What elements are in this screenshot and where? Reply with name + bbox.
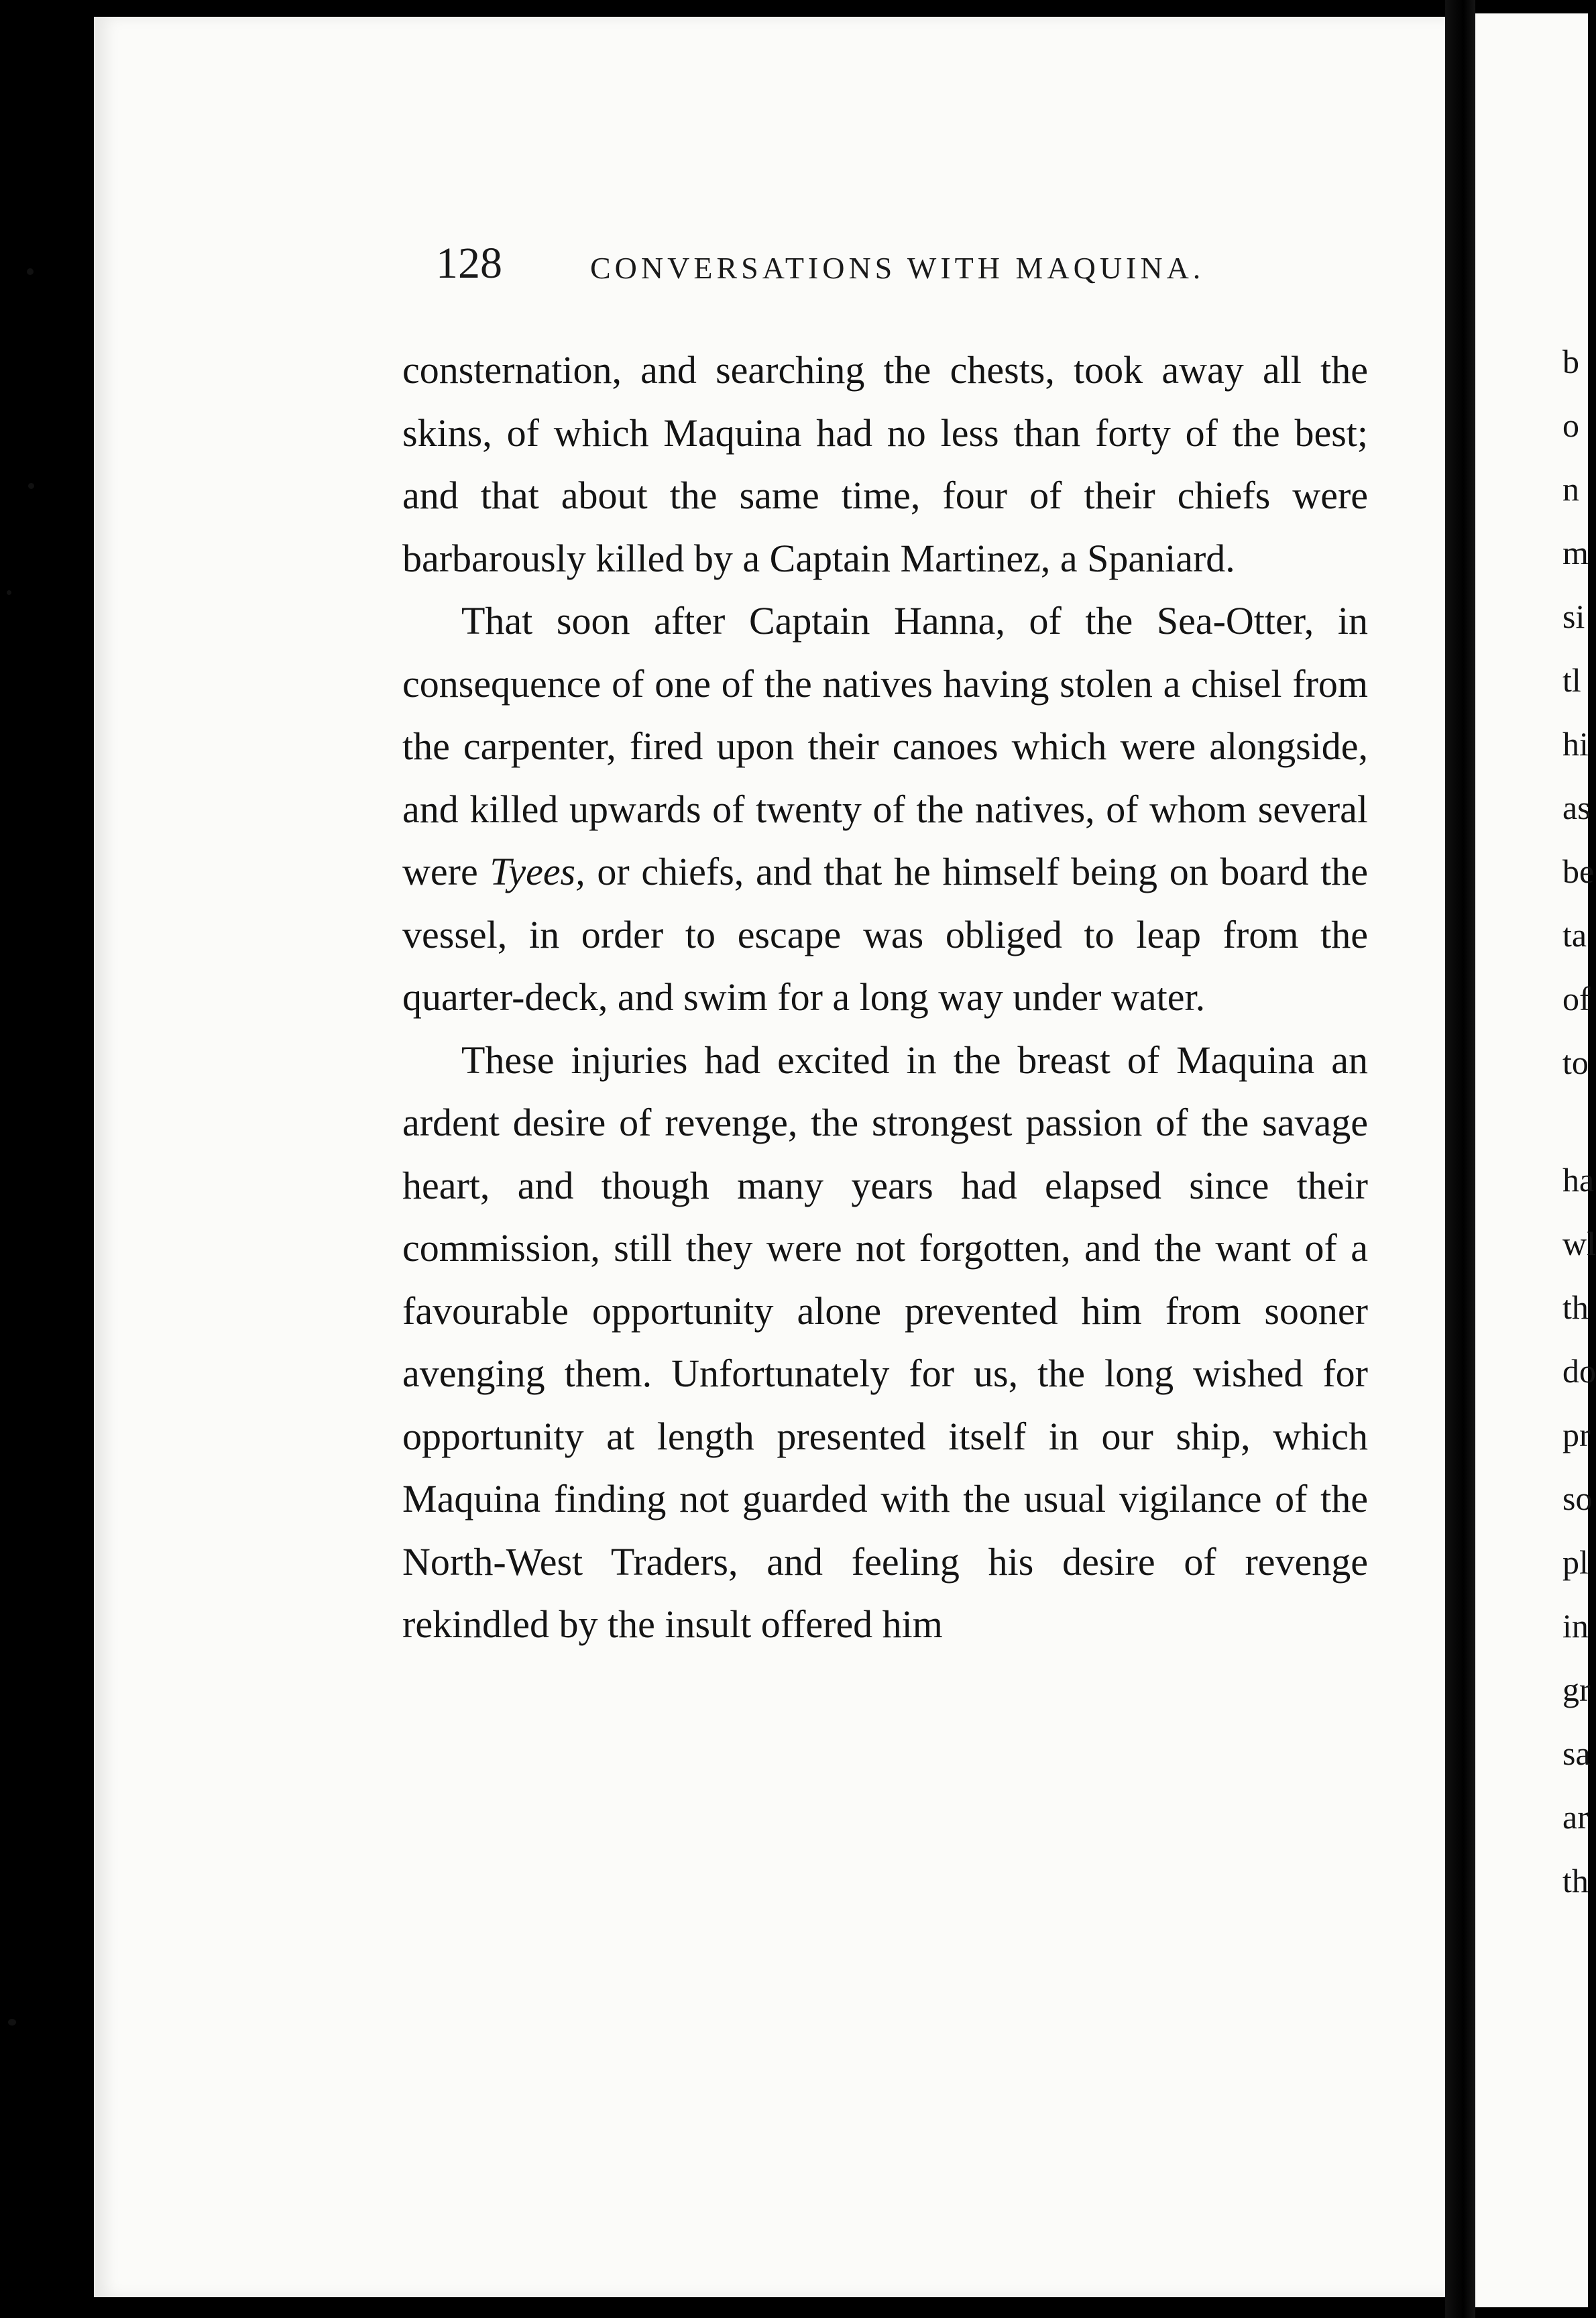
book-gutter — [1445, 0, 1475, 2318]
fragment: o — [1562, 406, 1579, 444]
page-header — [436, 238, 1241, 298]
fragment: wl — [1562, 1225, 1596, 1262]
paragraph-2-part-1: That soon after Captain Hanna, of the Sea-Otter, in consequence of one of the natives having stolen a chisel from the carpenter, fired upon their canoes which were alongside, and killed upwards of twenty of the natives, of whom several were — [402, 599, 1368, 893]
running-head: CONVERSATIONS WITH MAQUINA. — [590, 251, 1205, 285]
tyees-italic-term: Tyees, — [490, 850, 585, 893]
fragment: in — [1562, 1607, 1589, 1645]
paragraph-3: These injuries had excited in the breast of Maquina an ardent desire of revenge, the strongest passion of the savage heart, and though many years had elapsed since their commission, still they were not forgotten, and the want of a favourable opportunity alone prevented him from sooner avenging them. Unfortunately for us, the long wished for opportunity at length presented itself in our ship, which Maquina finding not guarded with the usual vigilance of the North-West Traders, and feeling his desire of revenge rekindled by the insult offered him — [402, 1038, 1368, 1646]
scan-left-edge — [0, 0, 101, 2318]
fragment: tl — [1562, 661, 1581, 699]
fragment: pl — [1562, 1543, 1589, 1581]
fragment: of — [1562, 980, 1591, 1017]
paragraph-2 — [402, 590, 1368, 1029]
fragment: pr — [1562, 1416, 1591, 1453]
body-text — [402, 339, 1368, 1656]
fragment: hi — [1562, 725, 1589, 763]
fragment: be — [1562, 852, 1595, 890]
paragraph-2-part-2: or chiefs, and that he himself being on board the vessel, in order to escape was obliged to leap from the quarter-deck, and swim for a long way under water. — [402, 850, 1368, 1019]
fragment: ha — [1562, 1161, 1595, 1199]
fragment: si — [1562, 598, 1585, 635]
fragment: do — [1562, 1352, 1596, 1390]
fragment: to — [1562, 1044, 1589, 1081]
fragment: m — [1562, 534, 1589, 571]
fragment: b — [1562, 343, 1579, 380]
page-number: 128 — [436, 239, 502, 288]
fragment: ta — [1562, 916, 1587, 954]
paragraph-1: consternation, and searching the chests, took away all the skins, of which Maquina had no less than forty of the best; and that about the same time, four of their chiefs were barbarously killed by a Captain Martinez, a Spaniard. — [402, 348, 1368, 580]
fragment: n — [1562, 470, 1579, 508]
fragment: sa — [1562, 1734, 1591, 1772]
fragment: as — [1562, 789, 1591, 826]
fragment: so — [1562, 1480, 1593, 1517]
fragment: th — [1562, 1288, 1589, 1326]
fragment: gr — [1562, 1671, 1591, 1708]
fragment: ar — [1562, 1798, 1589, 1836]
fragment: th — [1562, 1862, 1589, 1899]
